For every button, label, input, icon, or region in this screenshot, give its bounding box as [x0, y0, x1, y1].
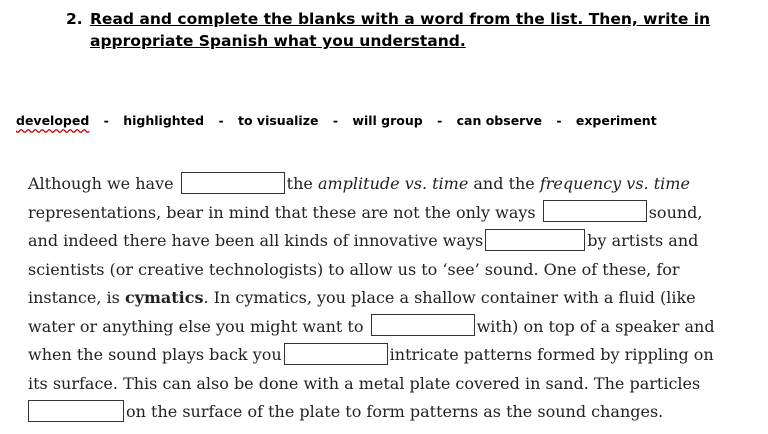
- word-list-item: will group: [352, 113, 423, 128]
- word-list-item: can observe: [456, 113, 542, 128]
- paragraph-line: [28, 256, 758, 285]
- exercise-heading: [66, 8, 746, 52]
- keyword-cymatics: cymatics: [124, 288, 204, 307]
- paragraph-text: representations, bear in mind that these are not the only ways: [28, 202, 536, 222]
- word-list: [16, 112, 756, 130]
- paragraph-text: scientists (or creative technologists) to allow us to ‘see’ sound. One of these, for: [28, 259, 680, 279]
- word-list-item: experiment: [575, 113, 657, 128]
- paragraph-text: instance, is: [28, 288, 120, 307]
- paragraph-line: [28, 370, 758, 399]
- word-separator: -: [437, 113, 443, 128]
- exercise-number: 2.: [66, 10, 83, 28]
- paragraph-text: sound,: [648, 202, 703, 222]
- word-list-item: to visualize: [238, 113, 319, 128]
- paragraph-line: [28, 398, 758, 427]
- word-list-item: highlighted: [123, 113, 205, 128]
- answer-blank-1[interactable]: [181, 172, 285, 194]
- paragraph-text: intricate patterns formed by rippling on: [389, 345, 714, 364]
- paragraph-text: by artists and: [587, 231, 699, 250]
- paragraph-line: [28, 284, 758, 313]
- word-separator: -: [332, 113, 339, 128]
- paragraph-text: and the: [473, 174, 535, 193]
- answer-blank-3[interactable]: [485, 229, 585, 251]
- paragraph-text: water or anything else you might want to: [28, 316, 364, 336]
- answer-blank-2[interactable]: [543, 200, 647, 222]
- paragraph-line: [28, 227, 758, 256]
- exercise-instructions: Read and complete the blanks with a word from the list. Then, write in appropriate Spanish what you understand.: [90, 10, 711, 50]
- paragraph-line: [28, 313, 758, 342]
- paragraph-text: when the sound plays back you: [28, 345, 282, 364]
- paragraph-text: its surface. This can also be done with a metal plate covered in sand. The particles: [28, 373, 701, 393]
- word-separator: -: [103, 113, 109, 128]
- paragraph-text: Although we have: [28, 174, 174, 193]
- paragraph-text: the: [286, 174, 313, 193]
- paragraph-line: [28, 199, 758, 228]
- word-list-item: developed: [16, 113, 90, 128]
- word-separator: -: [218, 113, 224, 128]
- paragraph-italic-text: amplitude vs. time: [317, 174, 469, 193]
- answer-blank-4[interactable]: [371, 314, 475, 336]
- paragraph-text: and indeed there have been all kinds of innovative ways: [28, 231, 484, 250]
- paragraph-text: with) on top of a speaker and: [476, 316, 715, 336]
- paragraph-text: . In cymatics, you place a shallow container with a fluid (like: [203, 288, 696, 307]
- word-separator: -: [556, 113, 562, 128]
- paragraph-italic-text: frequency vs. time: [539, 174, 690, 193]
- paragraph-text: on the surface of the plate to form patterns as the sound changes.: [126, 402, 664, 421]
- answer-blank-6[interactable]: [28, 400, 124, 422]
- reading-paragraph: [28, 170, 758, 427]
- paragraph-line: [28, 170, 758, 199]
- paragraph-line: [28, 341, 758, 370]
- answer-blank-5[interactable]: [284, 343, 388, 365]
